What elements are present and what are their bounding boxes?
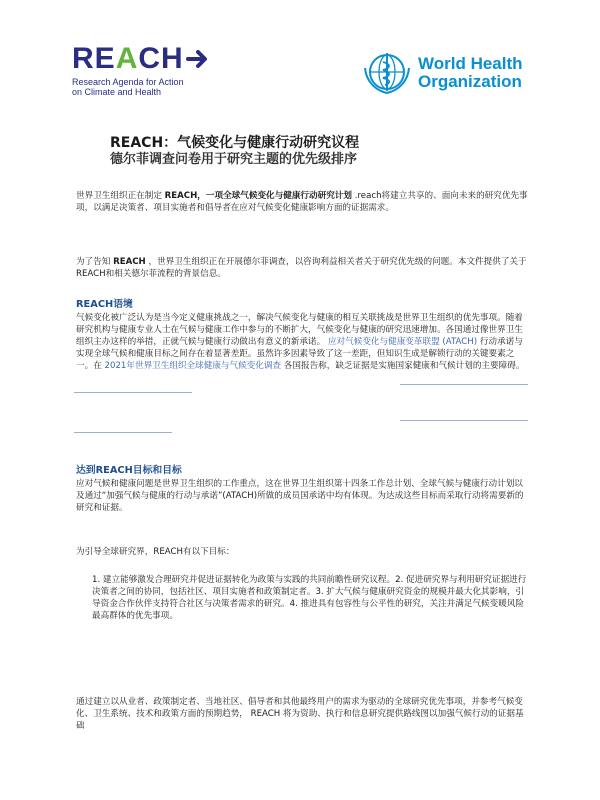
arrow-right-icon xyxy=(186,48,210,70)
who-logo xyxy=(362,50,532,96)
inform-text-1: 为了告知 xyxy=(76,257,114,267)
context-text-1: 气候变化被广泛认为是当今定义健康挑战之一，解决气候变化与健康的相互关联挑战是世界卫生组织的优先事项。随着研究机构与健康专业人士在气候与健康工作中参与的不断扩大，气候变化与健康的研究迅速增加。各国通过像世界卫生组织主办这样的举措，正就气候与健康行动做出有意义的新承诺。 xyxy=(76,313,523,347)
reach-subtitle-line2: on Climate and Health xyxy=(72,87,162,97)
page-subtitle: 德尔菲调查问卷用于研究主题的优先级排序 xyxy=(110,152,358,167)
inform-bold: REACH xyxy=(113,257,146,267)
who-line1: World Health xyxy=(418,54,523,73)
reach-subtitle-line1: Research Agenda for Action xyxy=(72,77,184,87)
objectives-list: 1. 建立能够激发合理研究并促进证据转化为政策与实践的共同前瞻性研究议程。2. 促进研究界与利用研究证据进行决策者之间的协同，包括社区、项目实施者和政策制定者。3. 扩大气候与健康研究资金的规模并最大化其影响，引导资金合作伙伴支持符合社区与决策者需求的研究。4. 推进具有包容性与公平性的研究，关注并满足气候变暖风险最高群体的优先事项。 xyxy=(92,575,527,621)
inform-text-2: ，世界卫生组织正在开展德尔菲调查，以咨询利益相关者关于研究优先级的问题。本文件提供了关于REACH和相关德尔菲流程的背景信息。 xyxy=(76,257,527,279)
goals-paragraph: 应对气候和健康问题是世界卫生组织的工作重点，这在世界卫生组织第十四条工作总计划、全球气候与健康行动计划以及通过“加强气候与健康的行动与承诺”(ATACH)所做的成员国承诺中均有体现。为达成这些目标而采取行动将需要新的研究和证据。 xyxy=(76,479,524,513)
reach-logo xyxy=(72,44,232,104)
divider-line xyxy=(400,420,528,421)
context-paragraph xyxy=(76,312,528,372)
page-title: REACH：气候变化与健康行动研究议程 xyxy=(110,135,360,151)
intro-text-2: .reach将建立共享的、面向未来的研究优先事项，以满足决策者、项目实施者和倡导者在应对气候变化健康影响方面的证据需求。 xyxy=(76,191,528,213)
goals-heading: 达到REACH目标和目标 xyxy=(76,465,182,476)
who-wordmark xyxy=(418,55,523,91)
who-survey-link[interactable]: 2021年世界卫生组织全球健康与气候变化调查 xyxy=(104,361,282,371)
objectives-intro: 为引导全球研究界，REACH有以下目标： xyxy=(76,547,235,557)
reach-logo-wordmark: RE A CH xyxy=(72,44,232,74)
who-emblem-icon xyxy=(362,50,412,96)
intro-text-1: 世界卫生组织正在制定 xyxy=(76,191,165,201)
intro-bold: REACH，一项全球气候变化与健康行动研究计划 xyxy=(164,191,352,201)
context-text-3: 各国报告称，缺乏证据是实施国家健康和气候计划的主要障碍。 xyxy=(281,361,525,371)
divider-line xyxy=(400,384,528,385)
divider-line xyxy=(74,432,172,433)
intro-paragraph xyxy=(76,190,528,214)
context-heading: REACH语境 xyxy=(76,299,133,310)
inform-paragraph xyxy=(76,256,528,280)
reach-logo-subtitle xyxy=(72,77,232,97)
divider-line xyxy=(74,392,192,393)
who-line2: Organization xyxy=(418,72,522,91)
context-text-2: 行动承诺与实现全球气候和健康目标之间存在着显著差距。虽然许多因素导致了这一差距，但知识生成是解锁行动的关键要素之一。在 xyxy=(76,337,523,371)
atach-link[interactable]: 应对气候变化与健康变革联盟 (ATACH) xyxy=(327,337,478,347)
closing-paragraph: 通过建立以从业者、政策制定者、当地社区、倡导者和其他最终用户的需求为驱动的全球研究优先事项，并参考气候变化、卫生系统、技术和政策方面的预期趋势， REACH 将为资助、执行和信息研究提供路线图以加强气候行动的证据基础 xyxy=(76,697,524,731)
